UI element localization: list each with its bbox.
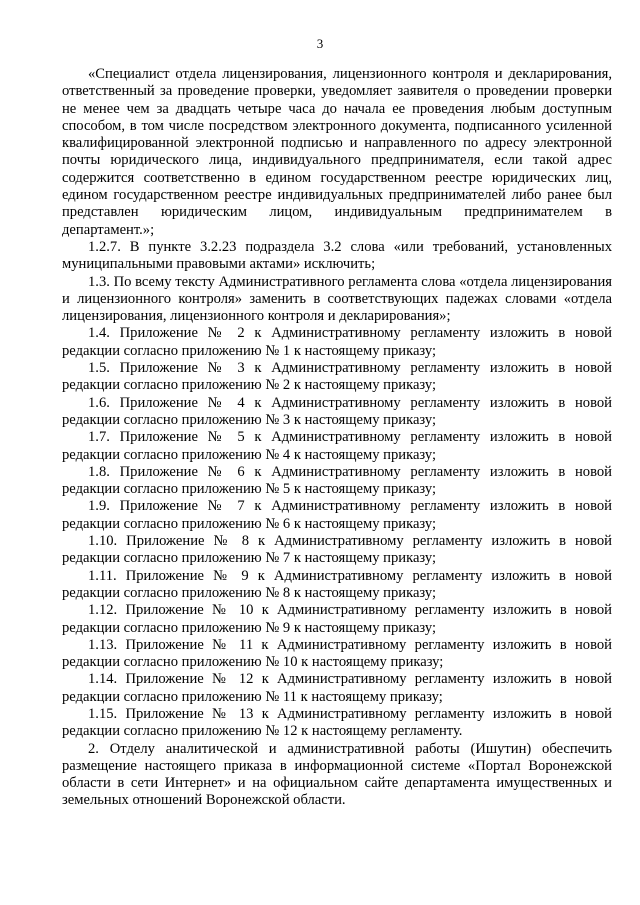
paragraph-1-4: 1.4. Приложение № 2 к Административному регламенту изложить в новой редакции согласно приложению № 1 к настоящему приказу;	[62, 325, 612, 359]
paragraph-1-9: 1.9. Приложение № 7 к Административному регламенту изложить в новой редакции согласно приложению № 6 к настоящему приказу;	[62, 498, 612, 532]
paragraph-1-12: 1.12. Приложение № 10 к Административному регламенту изложить в новой редакции согласно приложению № 9 к настоящему приказу;	[62, 602, 612, 636]
paragraph-1-11: 1.11. Приложение № 9 к Административному регламенту изложить в новой редакции согласно приложению № 8 к настоящему приказу;	[62, 567, 612, 601]
document-body	[62, 66, 612, 810]
paragraph-1-7: 1.7. Приложение № 5 к Административному регламенту изложить в новой редакции согласно приложению № 4 к настоящему приказу;	[62, 429, 612, 463]
paragraph-1-15: 1.15. Приложение № 13 к Административному регламенту изложить в новой редакции согласно приложению № 12 к настоящему регламенту.	[62, 705, 612, 740]
paragraph-1-8: 1.8. Приложение № 6 к Административному регламенту изложить в новой редакции согласно приложению № 5 к настоящему приказу;	[62, 463, 612, 498]
page-number: 3	[316, 36, 324, 51]
paragraph-1-5: 1.5. Приложение № 3 к Административному регламенту изложить в новой редакции согласно приложению № 2 к настоящему приказу;	[62, 360, 612, 394]
paragraph-1-6: 1.6. Приложение № 4 к Административному регламенту изложить в новой редакции согласно приложению № 3 к настоящему приказу;	[62, 394, 612, 428]
paragraph-2: 2. Отделу аналитической и административной работы (Ишутин) обеспечить размещение настоящего приказа в информационной системе «Портал Воронежской области в сети Интернет» и на официальном сайте департамента имущественных и земельных отношений Воронежской области.	[62, 740, 612, 809]
paragraph-1-2-7: 1.2.7. В пункте 3.2.23 подраздела 3.2 слова «или требований, установленных муниципальными правовыми актами» исключить;	[62, 238, 612, 273]
paragraph-1-10: 1.10. Приложение № 8 к Административному регламенту изложить в новой редакции согласно приложению № 7 к настоящему приказу;	[62, 533, 612, 567]
paragraph-1-13: 1.13. Приложение № 11 к Административному регламенту изложить в новой редакции согласно приложению № 10 к настоящему приказу;	[62, 636, 612, 671]
paragraph-1-14: 1.14. Приложение № 12 к Административному регламенту изложить в новой редакции согласно приложению № 11 к настоящему приказу;	[62, 671, 612, 705]
paragraph-1-3: 1.3. По всему тексту Административного регламента слова «отдела лицензирования и лицензионного контроля» заменить в соответствующих падежах словами «отдела лицензирования, лицензионного контроля и декларирования»;	[62, 273, 612, 325]
paragraph-specialist-notification: «Специалист отдела лицензирования, лицензионного контроля и декларирования, ответственный за проведение проверки, уведомляет заявителя о проведении проверки не менее чем за двадцать четыре часа до начала ее проведения любым доступным способом, в том числе посредством электронного документа, подписанного усиленной квалифицированной электронной подписью и направленного по адресу электронной почты юридического лица, индивидуального предпринимателя, если такой адрес содержится соответственно в едином государственном реестре юридических лиц, едином государственном реестре индивидуальных предпринимателей либо ранее был представлен юридическим лицом, индивидуальным предпринимателем в департамент.»;	[62, 66, 612, 238]
